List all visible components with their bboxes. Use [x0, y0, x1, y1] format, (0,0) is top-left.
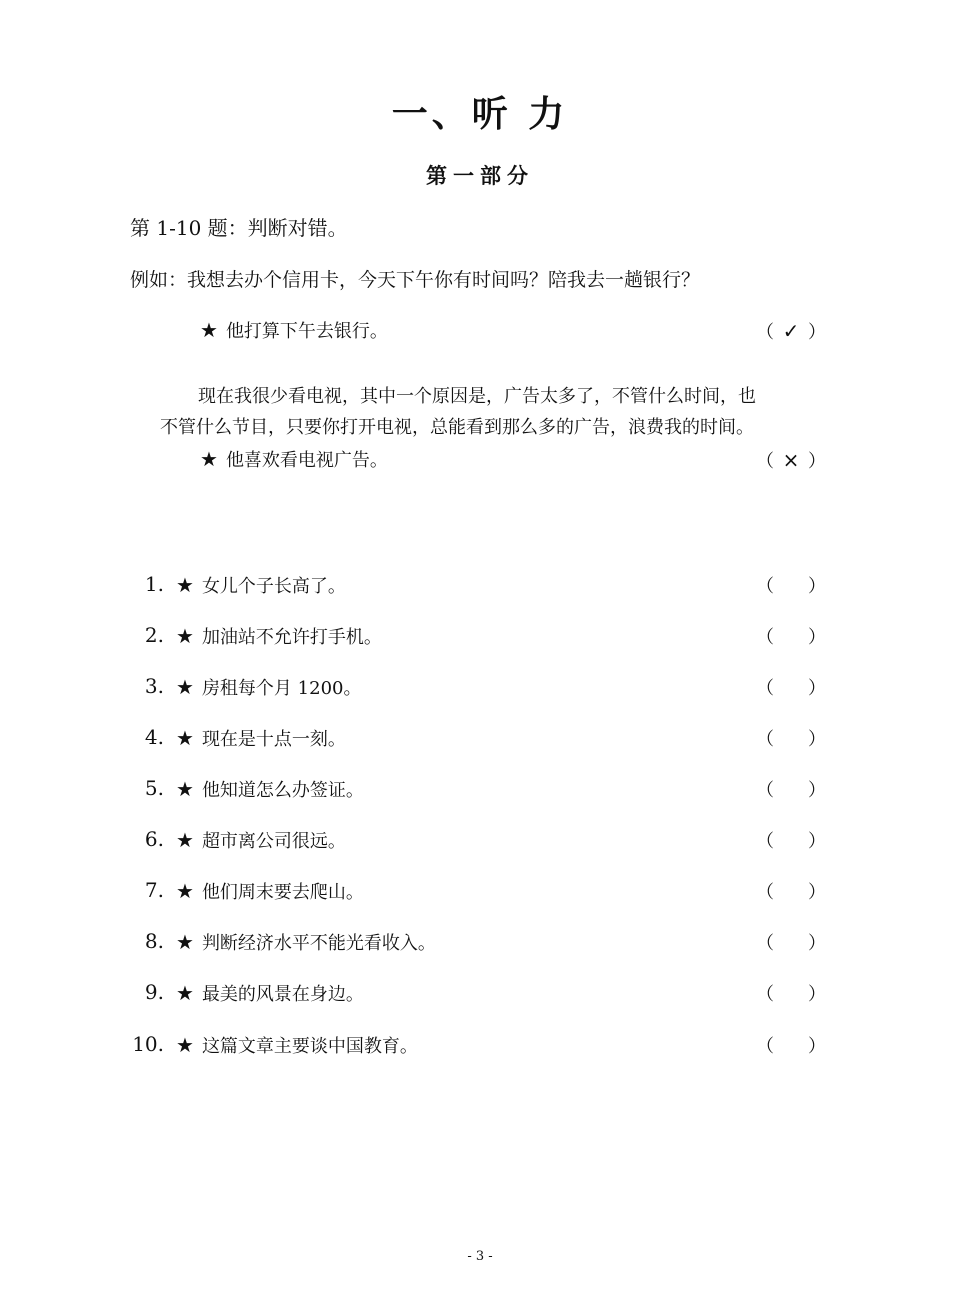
question-text: 判断经济水平不能光看收入。	[201, 933, 436, 954]
star-icon: ★	[176, 675, 194, 699]
example2-statement-text: 他喜欢看电视广告。	[225, 450, 388, 471]
answer-blank[interactable]	[756, 776, 826, 802]
paren-open: （	[756, 678, 774, 699]
paren-close: ）	[808, 1036, 826, 1057]
example-statement	[200, 317, 388, 343]
paren-open: （	[756, 451, 774, 472]
answer-blank[interactable]	[756, 878, 826, 904]
question-row	[0, 623, 960, 657]
question-row	[0, 674, 960, 708]
paren-close: ）	[808, 627, 826, 648]
cross-mark-icon: ×	[782, 448, 800, 472]
question-text: 房租每个月 1200。	[201, 678, 362, 699]
question-number: 9.	[144, 980, 164, 1004]
answer-blank[interactable]	[756, 572, 826, 598]
answer-blank[interactable]	[756, 980, 826, 1006]
paren-close: ）	[807, 451, 826, 472]
paren-close: ）	[808, 576, 826, 597]
question-number: 1.	[144, 572, 164, 596]
question-number: 4.	[144, 725, 164, 749]
star-icon: ★	[176, 981, 194, 1005]
star-icon: ★	[176, 930, 194, 954]
example-label: 例如：	[130, 269, 188, 291]
paren-open: （	[756, 729, 774, 750]
star-icon: ★	[200, 318, 218, 342]
star-icon: ★	[176, 1033, 194, 1057]
answer-blank[interactable]	[756, 929, 826, 955]
paren-open: （	[756, 627, 774, 648]
question-row	[0, 929, 960, 963]
question-row	[0, 980, 960, 1014]
question-number: 3.	[144, 674, 164, 698]
paren-close: ）	[808, 780, 826, 801]
question-text: 超市离公司很远。	[201, 831, 346, 852]
paren-close: ）	[808, 882, 826, 903]
paren-close: ）	[808, 678, 826, 699]
question-row	[0, 572, 960, 606]
example-statement-text: 他打算下午去银行。	[225, 321, 388, 342]
question-row	[0, 776, 960, 810]
question-number: 10.	[132, 1032, 164, 1056]
question-text: 这篇文章主要谈中国教育。	[201, 1036, 418, 1057]
passage-line: 不管什么节目，只要你打开电视，总能看到那么多的广告，浪费我的时间。	[160, 417, 754, 438]
question-text: 女儿个子长高了。	[201, 576, 346, 597]
check-mark-icon: ✓	[782, 319, 800, 343]
paren-close: ）	[808, 933, 826, 954]
question-text: 他知道怎么办签证。	[201, 780, 364, 801]
question-number: 5.	[144, 776, 164, 800]
example-prompt	[130, 265, 700, 292]
question-text: 现在是十点一刻。	[201, 729, 346, 750]
paren-close: ）	[808, 831, 826, 852]
example-text: 我想去办个信用卡，今天下午你有时间吗？陪我去一趟银行？	[187, 269, 701, 291]
question-text: 最美的风景在身边。	[201, 984, 364, 1005]
star-icon: ★	[176, 879, 194, 903]
star-icon: ★	[176, 624, 194, 648]
answer-blank[interactable]	[756, 1032, 826, 1058]
star-icon: ★	[176, 777, 194, 801]
example2-answer	[756, 447, 826, 473]
paren-open: （	[756, 882, 774, 903]
question-number: 6.	[144, 827, 164, 851]
question-number: 2.	[144, 623, 164, 647]
paren-open: （	[756, 933, 774, 954]
paren-open: （	[756, 1036, 774, 1057]
question-row	[0, 725, 960, 759]
instruction-text: 第 1-10 题：判断对错。	[130, 216, 348, 240]
paren-close: ）	[807, 322, 826, 343]
example-passage	[160, 381, 840, 443]
paren-open: （	[756, 984, 774, 1005]
paren-close: ）	[808, 984, 826, 1005]
passage-line: 现在我很少看电视，其中一个原因是，广告太多了，不管什么时间，也	[198, 386, 756, 407]
part-title: 第一部分	[426, 164, 534, 188]
question-row	[0, 1032, 960, 1066]
paren-open: （	[756, 322, 774, 343]
example2-statement	[200, 446, 388, 472]
paren-close: ）	[808, 729, 826, 750]
answer-blank[interactable]	[756, 725, 826, 751]
paren-open: （	[756, 831, 774, 852]
question-text: 加油站不允许打手机。	[201, 627, 382, 648]
paren-open: （	[756, 780, 774, 801]
example-answer	[756, 318, 826, 344]
star-icon: ★	[176, 828, 194, 852]
answer-blank[interactable]	[756, 674, 826, 700]
question-number: 7.	[144, 878, 164, 902]
question-text: 他们周末要去爬山。	[201, 882, 364, 903]
section-title: 一、听 力	[391, 94, 569, 135]
question-number: 8.	[144, 929, 164, 953]
question-row	[0, 878, 960, 912]
answer-blank[interactable]	[756, 827, 826, 853]
star-icon: ★	[176, 573, 194, 597]
answer-blank[interactable]	[756, 623, 826, 649]
star-icon: ★	[200, 447, 218, 471]
question-row	[0, 827, 960, 861]
paren-open: （	[756, 576, 774, 597]
page-number: - 3 -	[467, 1249, 493, 1264]
star-icon: ★	[176, 726, 194, 750]
